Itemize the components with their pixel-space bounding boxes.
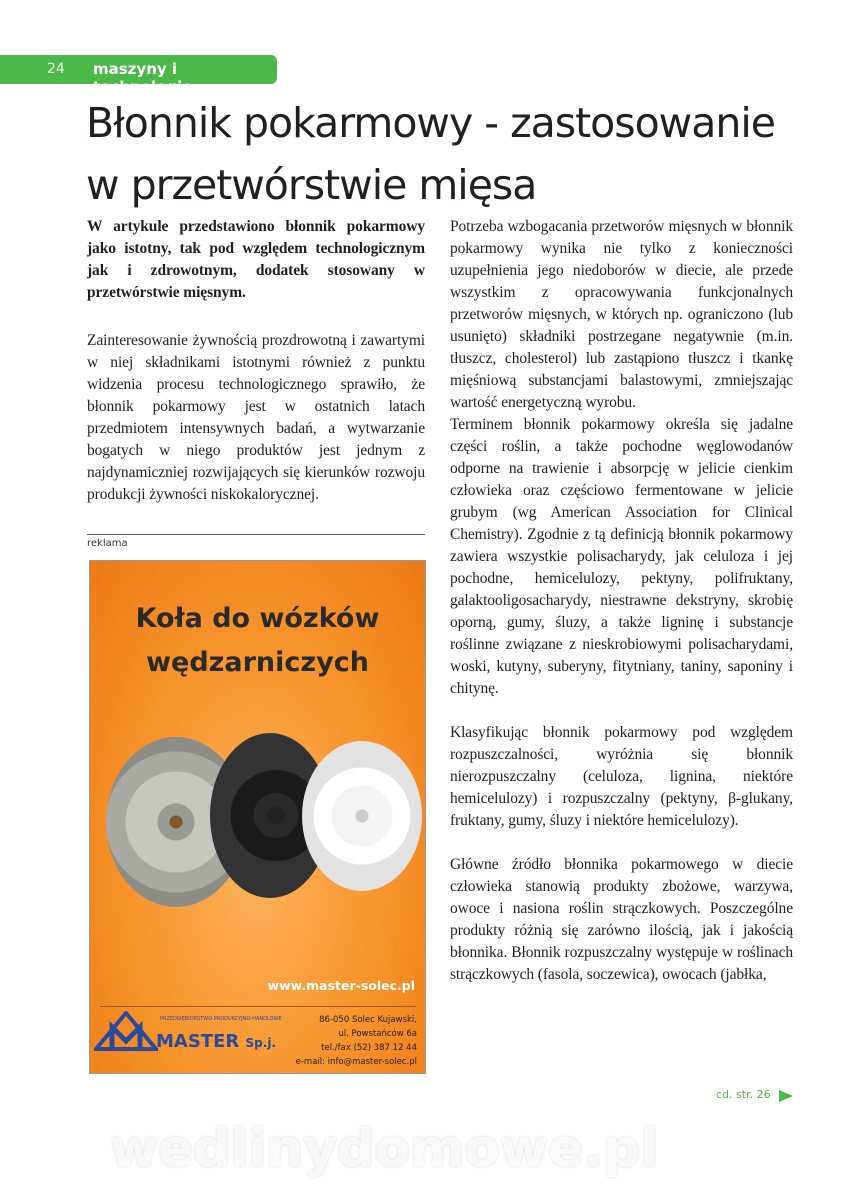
advertisement[interactable] — [89, 560, 426, 1074]
watermark: wedlinydomowe.pl — [110, 1119, 659, 1179]
paragraph: Główne źródło błonnika pokarmowego w diecie człowieka stanowią produkty zbożowe, warzywa, owoce i nasiona roślin strączkowych. Poszczególne produkty różnią się zarówno ilością, jak i jakością błonnika. Błonnik rozpuszczalny występuje w roślinach strączkowych (fasola, soczewica), owocach (jabłka, — [450, 856, 793, 983]
white-wheel-image — [302, 741, 422, 891]
address-line-1: 86-050 Solec Kujawski, — [319, 1015, 417, 1025]
address-line-2: ul. Powstańców 6a — [338, 1029, 417, 1039]
ad-headline — [90, 597, 425, 685]
ad-headline-line-1: Koła do wózków — [135, 603, 380, 634]
right-column — [450, 216, 793, 986]
article-title: Błonnik pokarmowy - zastosowanie w przetwórstwie mięsa — [86, 99, 775, 209]
ad-label: reklama — [87, 538, 128, 549]
divider — [87, 534, 425, 535]
arrow-right-icon — [779, 1090, 793, 1102]
company-address — [296, 1013, 417, 1069]
ad-headline-line-2: wędzarniczych — [146, 647, 369, 678]
section-name: maszyny i technologie — [93, 60, 193, 96]
master-logo-icon — [94, 1011, 158, 1051]
company-suffix: Sp.j. — [245, 1036, 276, 1050]
intro-paragraph: Zainteresowanie żywnością prozdrowotną i zawartymi w niej składnikami istotnymi również z punktu widzenia procesu technologicznego sprawiło, że błonnik pokarmowy jest w ostatnich latach przedmiotem intensywnych badań, a wytwarzanie bogatych w niego produktów jest jednym z najdynamiczniej rozwijających się kierunków rozwoju produkcji żywności niskokalorycznej. — [87, 332, 425, 503]
paragraph: Potrzeba wzbogacania przetworów mięsnych w błonnik pokarmowy wynika nie tylko z konieczności uzupełnienia jego niedoborów w diecie, ale przede wszystkim z opracowywania funkcjonalnych przetworów mięsnych, w których np. ograniczono (lub usunięto) składniki postrzegane negatywnie (m.in. tłuszcz, cholesterol) lub zastąpiono tłuszcz i tkankę mięśniową substancjami balastowymi, zmniejszając wartość energetyczną wyrobu. — [450, 218, 793, 411]
page-number: 24 — [47, 61, 65, 77]
ad-url[interactable]: www.master-solec.pl — [267, 978, 415, 993]
company-name-text: MASTER — [156, 1031, 240, 1052]
paragraph: Terminem błonnik pokarmowy określa się jadalne części roślin, a także pochodne węglowodanów odporne na trawienie i absorpcję w jelicie cienkim człowieka oraz częściowo fermentowane w jelicie grubym (wg American Association for Clinical Chemistry). Zgodnie z tą definicją błonnik pokarmowy zawiera wszystkie polisacharydy, jak celuloza i jej pochodne, hemicelulozy, pektyny, polifruktany, galaktooligosacharydy, niestrawne dekstryny, skrobię oporną, gumy, śluzy, a także ligninę i substancje roślinne związane z nieskrobiowymi polisacharydami, woski, kutyny, suberyny, fitytniany, taniny, saponiny i chitynę. — [450, 416, 793, 697]
ad-divider — [100, 1006, 416, 1007]
company-type: PRZEDSIĘBIORSTWO PRODUKCYJNO-HANDLOWE — [160, 1016, 282, 1022]
continued-link[interactable]: cd. str. 26 — [716, 1088, 771, 1101]
email: e-mail: info@master-solec.pl — [295, 1057, 417, 1067]
section-tab — [0, 55, 277, 96]
paragraph: Klasyfikując błonnik pokarmowy pod względem rozpuszczalności, wyróżnia się błonnik nierozpuszczalny (celuloza, lignina, niektóre hemicelulozy) i rozpuszczalny (pektyny, β-glukany, fruktany, gumy, śluzy i niektóre hemicelulozy). — [450, 724, 793, 829]
article-lead: W artykule przedstawiono błonnik pokarmowy jako istotny, tak pod względem technologicznym jak i zdrowotnym, dodatek stosowany w przetwórstwie mięsnym. — [87, 218, 425, 301]
company-name — [156, 1031, 276, 1052]
phone: tel./fax (52) 387 12 44 — [321, 1043, 417, 1053]
